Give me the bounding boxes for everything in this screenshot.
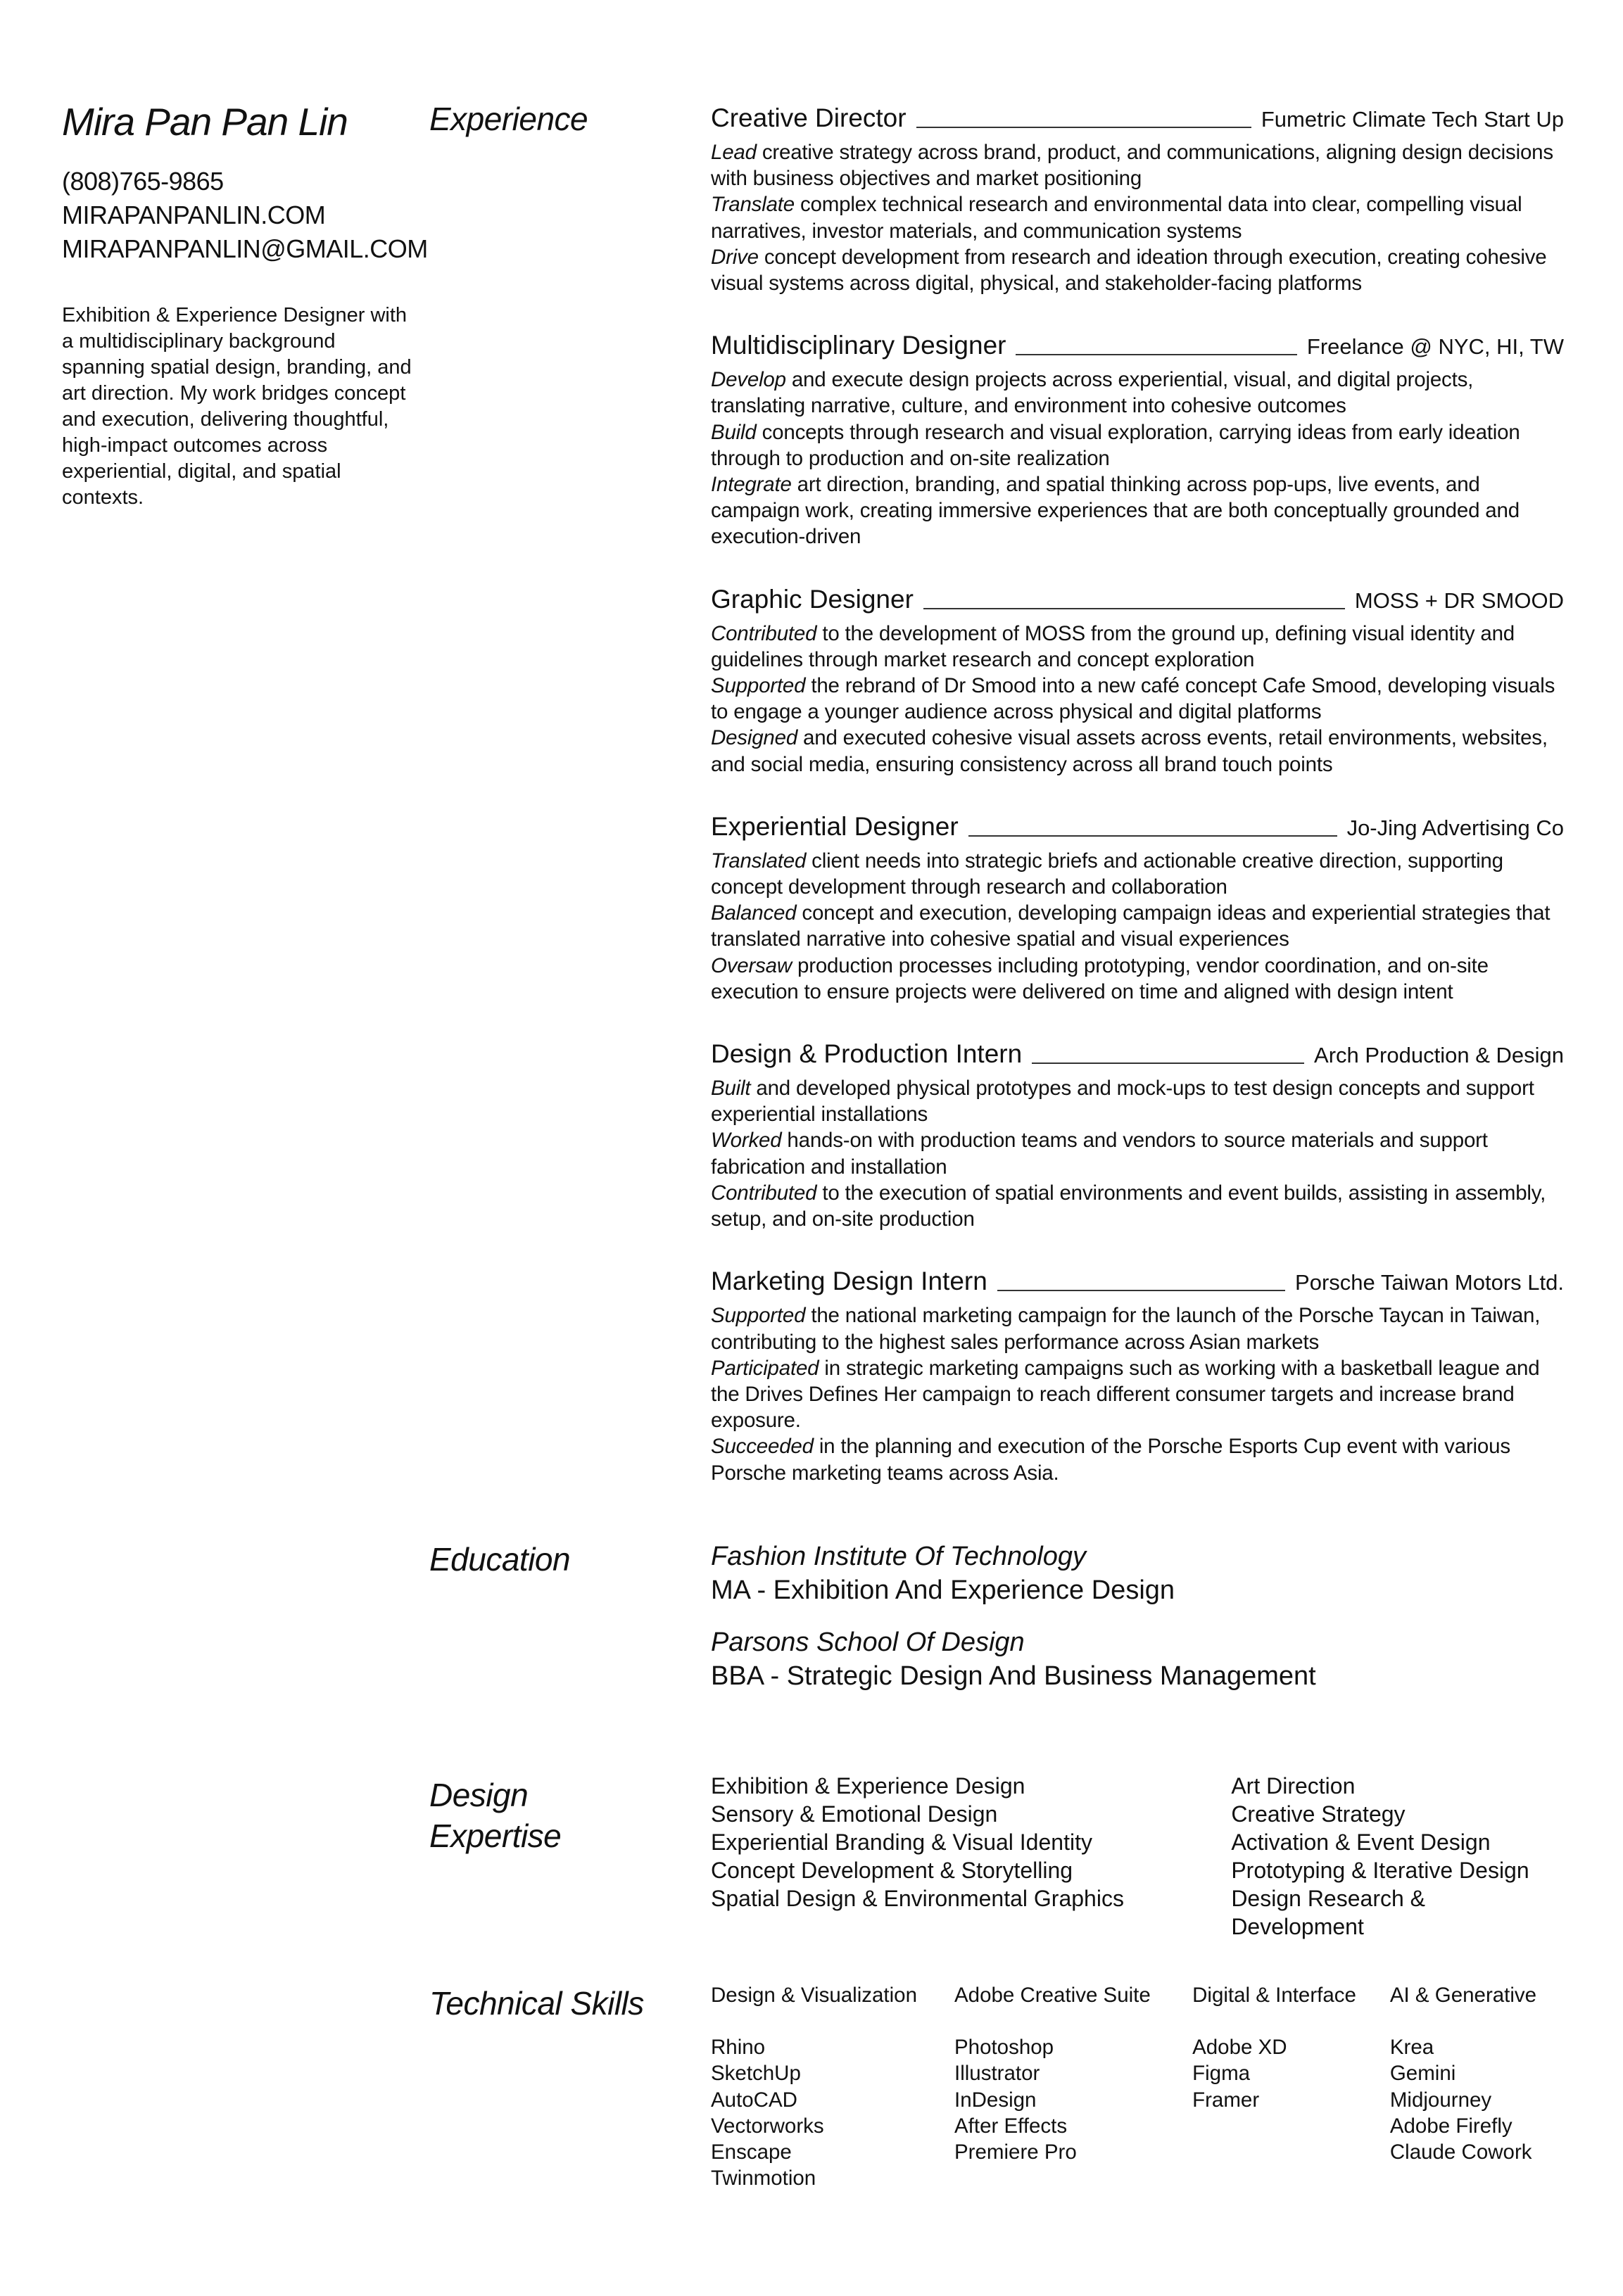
- education-entry: [711, 1540, 1564, 1607]
- bullet-text: concepts through research and visual exploration, carrying ideas from early ideation through to production and on-site realization: [711, 420, 1520, 470]
- bullet-verb: Translate: [711, 193, 795, 217]
- expertise-column: [711, 1772, 1231, 1941]
- skill-item: Premiere Pro: [954, 2140, 1077, 2164]
- job-bullets: [711, 367, 1564, 550]
- skill-item: After Effects: [954, 2114, 1068, 2138]
- bullet-verb: Drive: [711, 245, 759, 269]
- bullet-verb: Supported: [711, 674, 806, 698]
- skill-group: [1390, 1982, 1564, 2191]
- section-title-design-expertise-line1: Design: [429, 1777, 529, 1813]
- bullet-verb: Designed: [711, 726, 798, 750]
- email-link[interactable]: MIRAPANPANLIN@GMAIL.COM: [62, 234, 428, 263]
- skill-item: Midjourney: [1389, 2088, 1492, 2112]
- section-title-technical-skills: Technical Skills: [429, 1985, 644, 2022]
- job-bullet: [711, 419, 1564, 471]
- skill-item: InDesign: [954, 2088, 1037, 2112]
- job-bullets: [711, 139, 1564, 296]
- job-organization: Porsche Taiwan Motors Ltd.: [1295, 1270, 1564, 1295]
- bullet-verb: Integrate: [711, 473, 792, 497]
- job-bullet: [711, 1302, 1564, 1355]
- bullet-verb: Translated: [711, 849, 807, 873]
- job-bullet: [711, 673, 1564, 725]
- experience-entry: [711, 324, 1564, 550]
- section-title-design-expertise: [429, 1775, 561, 1856]
- expertise-item: Art Direction: [1231, 1773, 1356, 1799]
- skill-item: Twinmotion: [711, 2167, 816, 2190]
- bullet-verb: Succeeded: [711, 1435, 814, 1459]
- education-school: Fashion Institute Of Technology: [711, 1542, 1087, 1571]
- job-bullets: [711, 1075, 1564, 1232]
- skill-group: [711, 1982, 954, 2191]
- expertise-item: Spatial Design & Environmental Graphics: [711, 1886, 1124, 1911]
- expertise-item: Experiential Branding & Visual Identity: [711, 1829, 1092, 1855]
- skill-group-heading: AI & Generative: [1389, 1984, 1537, 2007]
- skill-item: Gemini: [1389, 2062, 1456, 2086]
- experience-header: [711, 578, 1564, 615]
- skill-item: Enscape: [711, 2140, 792, 2164]
- job-bullet: [711, 139, 1564, 191]
- job-organization: Jo-Jing Advertising Co: [1346, 815, 1564, 840]
- job-bullet: [711, 367, 1564, 419]
- education-degree: MA - Exhibition And Experience Design: [711, 1575, 1175, 1605]
- skill-group: [954, 1982, 1192, 2191]
- experience-header: [711, 97, 1564, 134]
- bullet-text: the national marketing campaign for the launch of the Porsche Taycan in Taiwan, contributing to the highest sales performance across Asian markets: [711, 1304, 1541, 1354]
- education-entry: [711, 1625, 1564, 1693]
- skill-item: Adobe Firefly: [1389, 2114, 1513, 2138]
- experience-entry: [711, 806, 1564, 1005]
- header-rule: [997, 1290, 1285, 1291]
- job-title: Creative Director: [711, 103, 907, 132]
- experience-entry: [711, 1260, 1564, 1485]
- bullet-text: art direction, branding, and spatial thinking across pop-ups, live events, and campaign work, creating immersive experiences that are both conceptually grounded and execution-driven: [711, 473, 1520, 549]
- job-bullet: [711, 1355, 1564, 1434]
- header-rule: [916, 127, 1251, 128]
- skill-group-heading: Digital & Interface: [1192, 1984, 1356, 2007]
- skill-item: Framer: [1192, 2088, 1260, 2112]
- job-bullet: [711, 621, 1564, 673]
- expertise-item: Design Research & Development: [1231, 1886, 1425, 1939]
- experience-list: [711, 97, 1564, 1486]
- job-bullet: [711, 725, 1564, 777]
- experience-entry: [711, 1033, 1564, 1232]
- bullet-verb: Lead: [711, 141, 757, 164]
- experience-header: [711, 806, 1564, 842]
- skill-item: Claude Cowork: [1389, 2140, 1532, 2164]
- skill-item: SketchUp: [711, 2062, 801, 2086]
- profile-summary: Exhibition & Experience Designer with a multidisciplinary background spanning spatial design, branding, and art direction. My work bridges concept and execution, delivering thoughtful, high-impact outcomes across experiential, digital, and spatial contexts.: [62, 304, 412, 509]
- section-title-experience: Experience: [429, 101, 588, 137]
- skill-item: Illustrator: [954, 2062, 1040, 2086]
- technical-skills-list: [711, 1982, 1564, 2191]
- bullet-text: in strategic marketing campaigns such as working with a basketball league and the Drives Defines Her campaign to reach different consumer targets and increase brand exposure.: [711, 1356, 1540, 1433]
- profile-column: [62, 99, 428, 511]
- bullet-text: to the execution of spatial environments and event builds, assisting in assembly, setup, and on-site production: [711, 1181, 1546, 1231]
- bullet-text: complex technical research and environmental data into clear, compelling visual narratives, investor materials, and communication systems: [711, 193, 1522, 243]
- bullet-verb: Worked: [711, 1129, 782, 1153]
- job-bullets: [711, 621, 1564, 778]
- job-bullet: [711, 953, 1564, 1005]
- skill-item: Vectorworks: [711, 2114, 824, 2138]
- job-title: Multidisciplinary Designer: [711, 331, 1006, 360]
- skill-item: Krea: [1389, 2036, 1434, 2060]
- job-organization: Arch Production & Design: [1314, 1043, 1564, 1068]
- skill-item: AutoCAD: [711, 2088, 797, 2112]
- skill-group: [1192, 1982, 1390, 2191]
- bullet-text: client needs into strategic briefs and actionable creative direction, supporting concept development through research and collaboration: [711, 849, 1503, 899]
- expertise-item: Sensory & Emotional Design: [711, 1801, 998, 1827]
- section-title-design-expertise-line2: Expertise: [429, 1818, 562, 1854]
- job-bullet: [711, 1180, 1564, 1232]
- expertise-item: Creative Strategy: [1231, 1801, 1406, 1827]
- experience-header: [711, 1033, 1564, 1070]
- expertise-column: [1231, 1772, 1564, 1941]
- job-bullet: [711, 1127, 1564, 1179]
- bullet-text: concept and execution, developing campaign ideas and experiential strategies that translated narrative into cohesive spatial and visual experiences: [711, 901, 1551, 951]
- job-bullet: [711, 471, 1564, 550]
- bullet-text: hands-on with production teams and vendors to source materials and support fabrication and installation: [711, 1129, 1488, 1179]
- skill-group-heading: Design & Visualization: [711, 1984, 917, 2007]
- bullet-verb: Oversaw: [711, 953, 792, 977]
- phone-number: (808)765-9865: [62, 167, 224, 196]
- expertise-item: Exhibition & Experience Design: [711, 1773, 1025, 1799]
- job-title: Marketing Design Intern: [711, 1267, 987, 1296]
- expertise-item: Prototyping & Iterative Design: [1231, 1858, 1529, 1883]
- expertise-item: Activation & Event Design: [1231, 1829, 1491, 1855]
- job-organization: Fumetric Climate Tech Start Up: [1261, 107, 1564, 132]
- bullet-verb: Built: [711, 1077, 751, 1101]
- job-bullet: [711, 848, 1564, 900]
- bullet-text: and executed cohesive visual assets across events, retail environments, websites, and social media, ensuring consistency across all brand touch points: [711, 726, 1548, 776]
- bullet-text: to the development of MOSS from the ground up, defining visual identity and guidelines through market research and concept exploration: [711, 621, 1515, 671]
- bullet-text: and developed physical prototypes and mock-ups to test design concepts and support experiential installations: [711, 1077, 1534, 1127]
- experience-entry: [711, 578, 1564, 778]
- experience-header: [711, 324, 1564, 361]
- bullet-verb: Contributed: [711, 1181, 817, 1205]
- bullet-text: in the planning and execution of the Porsche Esports Cup event with various Porsche marketing teams across Asia.: [711, 1435, 1510, 1485]
- bullet-verb: Contributed: [711, 621, 817, 645]
- bullet-text: the rebrand of Dr Smood into a new café concept Cafe Smood, developing visuals to engage a younger audience across physical and digital platforms: [711, 674, 1555, 724]
- job-bullets: [711, 1302, 1564, 1485]
- job-bullets: [711, 848, 1564, 1005]
- header-rule: [923, 608, 1345, 609]
- expertise-item: Concept Development & Storytelling: [711, 1858, 1073, 1883]
- job-organization: Freelance @ NYC, HI, TW: [1306, 334, 1564, 360]
- experience-entry: [711, 97, 1564, 296]
- header-rule: [968, 835, 1337, 837]
- job-bullet: [711, 1075, 1564, 1127]
- header-rule: [1032, 1063, 1304, 1064]
- job-bullet: [711, 244, 1564, 296]
- bullet-text: production processes including prototyping, vendor coordination, and on-site execution to ensure projects were delivered on time and aligned with design intent: [711, 953, 1489, 1003]
- bullet-verb: Balanced: [711, 901, 797, 925]
- bullet-verb: Build: [711, 420, 757, 444]
- bullet-text: concept development from research and ideation through execution, creating cohesive visual systems across digital, physical, and stakeholder-facing platforms: [711, 245, 1547, 296]
- bullet-verb: Participated: [711, 1356, 819, 1380]
- job-organization: MOSS + DR SMOOD: [1354, 588, 1564, 613]
- education-school: Parsons School Of Design: [711, 1628, 1025, 1657]
- section-title-education: Education: [429, 1541, 571, 1578]
- experience-header: [711, 1260, 1564, 1297]
- bullet-text: creative strategy across brand, product, and communications, aligning design decisions with business objectives and market positioning: [711, 141, 1553, 191]
- job-bullet: [711, 1433, 1564, 1485]
- job-bullet: [711, 900, 1564, 952]
- job-title: Experiential Designer: [711, 811, 959, 841]
- person-name: Mira Pan Pan Lin: [62, 100, 348, 144]
- job-bullet: [711, 191, 1564, 243]
- skill-item: Photoshop: [954, 2036, 1054, 2060]
- skill-item: Rhino: [711, 2036, 766, 2060]
- education-list: [711, 1540, 1564, 1711]
- job-title: Design & Production Intern: [711, 1039, 1023, 1069]
- website-link[interactable]: MIRAPANPANLIN.COM: [62, 201, 326, 229]
- job-title: Graphic Designer: [711, 584, 914, 614]
- bullet-text: and execute design projects across experiential, visual, and digital projects, translating narrative, culture, and environment into cohesive outcomes: [711, 368, 1474, 418]
- bullet-verb: Supported: [711, 1304, 806, 1328]
- contact-block: [62, 165, 428, 266]
- expertise-list: [711, 1772, 1564, 1941]
- bullet-verb: Develop: [711, 368, 786, 392]
- header-rule: [1016, 354, 1296, 355]
- skill-item: Figma: [1192, 2062, 1251, 2086]
- skill-group-heading: Adobe Creative Suite: [954, 1984, 1151, 2007]
- education-degree: BBA - Strategic Design And Business Management: [711, 1661, 1316, 1691]
- skill-item: Adobe XD: [1192, 2036, 1287, 2060]
